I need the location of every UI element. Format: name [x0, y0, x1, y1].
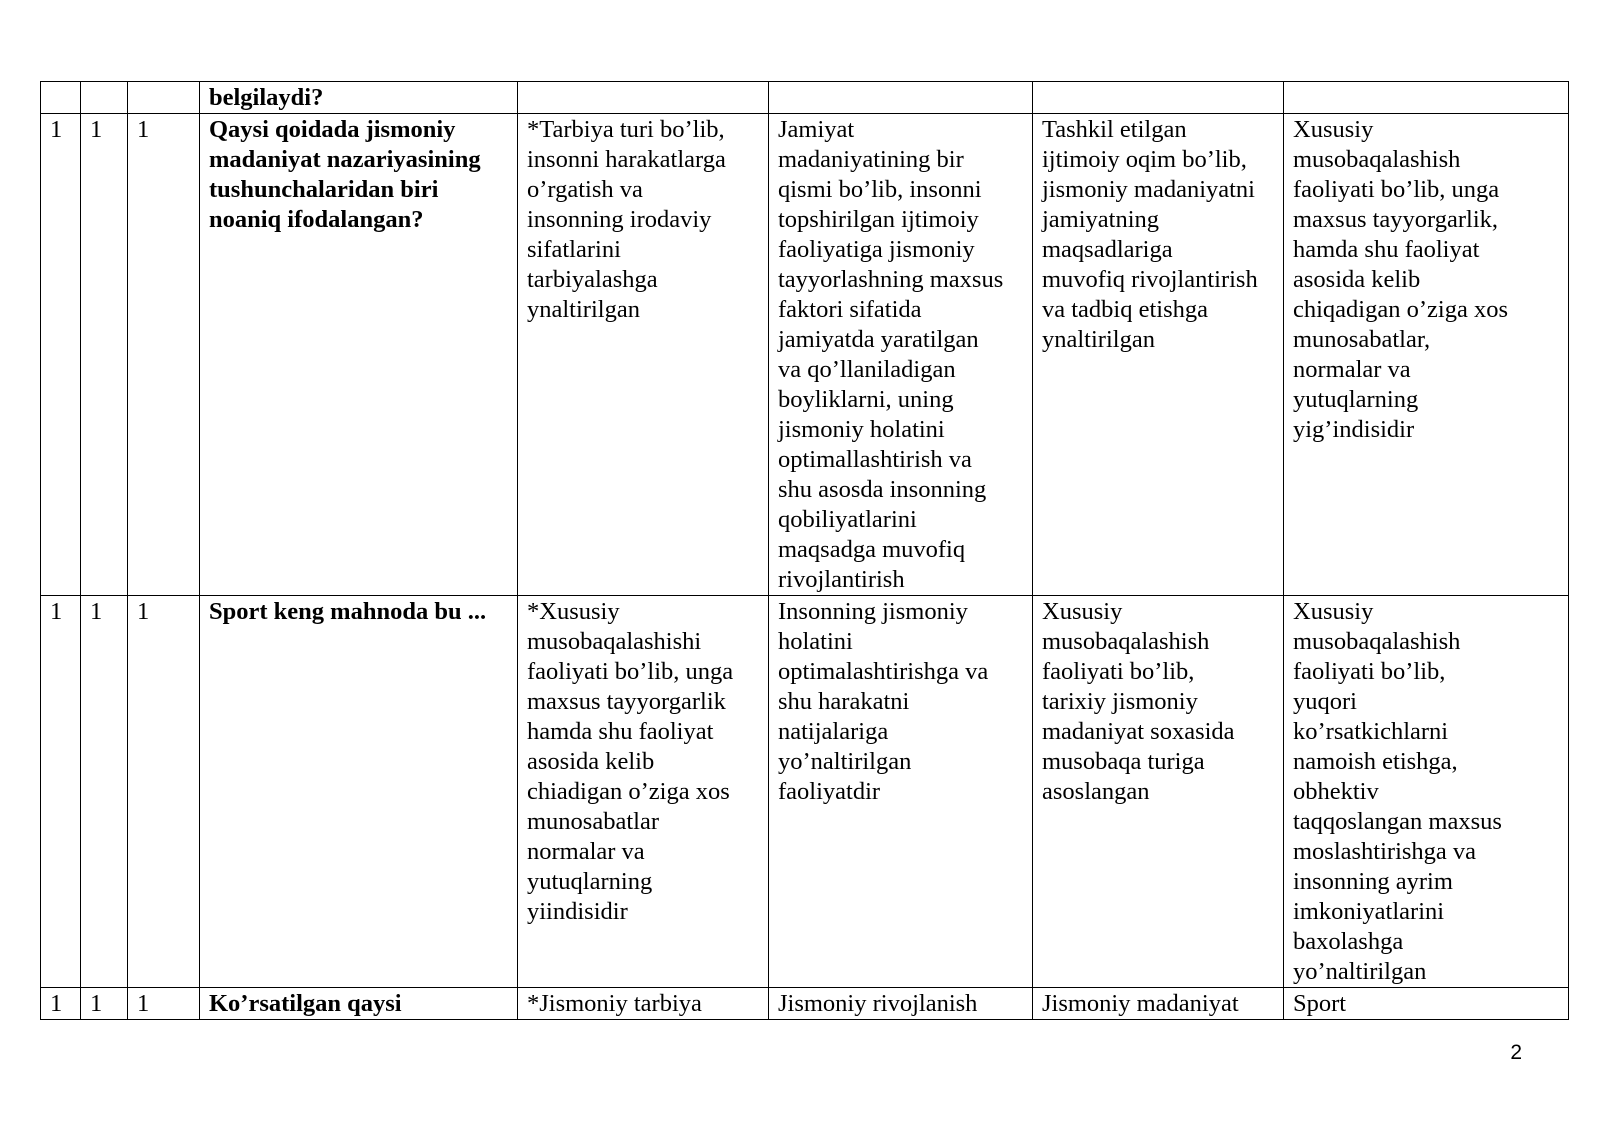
- table-cell-index-1: [41, 596, 81, 988]
- answer-c-text: Tashkil etilgan ijtimoiy oqim bo’lib, jismoniy madaniyatni jamiyatning maqsadlariga muvofiq rivojlantirish va tadbiq etishga ynaltirilgan: [1042, 116, 1258, 353]
- page-number: 2: [1510, 1041, 1522, 1064]
- table-cell-index-2: [81, 988, 128, 1020]
- answer-d-cell: [1284, 82, 1569, 114]
- answer-c-cell: [1033, 114, 1284, 596]
- answer-a-text: *Jismoniy tarbiya: [527, 990, 702, 1017]
- answer-c-text: Jismoniy madaniyat: [1042, 990, 1239, 1017]
- table-row: [41, 596, 1569, 988]
- answer-b-cell: [769, 988, 1033, 1020]
- answer-b-cell: [769, 596, 1033, 988]
- answer-b-text: Jismoniy rivojlanish: [778, 990, 978, 1017]
- cell-text: 1: [137, 598, 150, 625]
- cell-text: 1: [137, 990, 150, 1017]
- answer-a-text: *Tarbiya turi bo’lib, insonni harakatlarga o’rgatish va insonning irodaviy sifatlarini tarbiyalashga ynaltirilgan: [527, 116, 726, 323]
- table-cell-index-3: [128, 988, 200, 1020]
- table-cell-index-3: [128, 82, 200, 114]
- table-cell-index-3: [128, 114, 200, 596]
- cell-text: 1: [90, 598, 103, 625]
- cell-text: 1: [50, 598, 63, 625]
- question-cell: [200, 82, 518, 114]
- table-cell-index-2: [81, 82, 128, 114]
- answer-b-text: Jamiyat madaniyatining bir qismi bo’lib, insonni topshirilgan ijtimoiy faoliyatiga jismoniy tayyorlashning maxsus faktori sifatida jamiyatda yaratilgan va qo’llaniladigan boyliklarni, uning jismoniy holatini optimallashtirish va shu asosda insonning qobiliyatlarini maqsadga muvofiq rivojlantirish: [778, 116, 1004, 593]
- answer-a-cell: [518, 988, 769, 1020]
- answer-a-text: *Xususiy musobaqalashishi faoliyati bo’lib, unga maxsus tayyorgarlik hamda shu faoliyat asosida kelib chiadigan o’ziga xos munosabatlar normalar va yutuqlarning yiindisidir: [527, 598, 734, 925]
- answer-b-cell: [769, 114, 1033, 596]
- table-cell-index-3: [128, 596, 200, 988]
- answer-c-cell: [1033, 82, 1284, 114]
- table-cell-index-1: [41, 114, 81, 596]
- answer-d-cell: [1284, 114, 1569, 596]
- cell-text: 1: [90, 990, 103, 1017]
- answer-d-cell: [1284, 596, 1569, 988]
- table-cell-index-2: [81, 114, 128, 596]
- table-cell-index-2: [81, 596, 128, 988]
- answer-a-cell: [518, 114, 769, 596]
- answer-d-text: Sport: [1293, 990, 1347, 1017]
- question-text: belgilaydi?: [209, 84, 324, 111]
- answer-d-cell: [1284, 988, 1569, 1020]
- answer-a-cell: [518, 596, 769, 988]
- answer-b-cell: [769, 82, 1033, 114]
- answer-d-text: Xususiy musobaqalashish faoliyati bo’lib, unga maxsus tayyorgarlik, hamda shu faoliyat asosida kelib chiqadigan o’ziga xos munosabatlar, normalar va yutuqlarning yig’indisidir: [1293, 116, 1508, 443]
- question-cell: [200, 596, 518, 988]
- question-text: Qaysi qoidada jismoniy madaniyat nazariyasining tushunchalaridan biri noaniq ifodalangan?: [209, 116, 481, 233]
- test-questions-table: [40, 81, 1569, 1020]
- table-row: [41, 82, 1569, 114]
- cell-text: 1: [90, 116, 103, 143]
- question-text: Ko’rsatilgan qaysi: [209, 990, 402, 1017]
- question-cell: [200, 988, 518, 1020]
- question-cell: [200, 114, 518, 596]
- cell-text: 1: [137, 116, 150, 143]
- cell-text: 1: [50, 116, 63, 143]
- answer-c-text: Xususiy musobaqalashish faoliyati bo’lib, tarixiy jismoniy madaniyat soxasida musobaqa turiga asoslangan: [1042, 598, 1235, 805]
- table-cell-index-1: [41, 82, 81, 114]
- answer-a-cell: [518, 82, 769, 114]
- answer-d-text: Xususiy musobaqalashish faoliyati bo’lib, yuqori ko’rsatkichlarni namoish etishga, obhektiv taqqoslangan maxsus moslashtirishga va insonning ayrim imkoniyatlarini baxolashga yo’naltirilgan: [1293, 598, 1502, 985]
- cell-text: 1: [50, 990, 63, 1017]
- answer-c-cell: [1033, 596, 1284, 988]
- answer-c-cell: [1033, 988, 1284, 1020]
- table-row: [41, 988, 1569, 1020]
- table-cell-index-1: [41, 988, 81, 1020]
- answer-b-text: Insonning jismoniy holatini optimalashtirishga va shu harakatni natijalariga yo’naltirilgan faoliyatdir: [778, 598, 989, 805]
- table-row: [41, 114, 1569, 596]
- question-text: Sport keng mahnoda bu ...: [209, 598, 487, 625]
